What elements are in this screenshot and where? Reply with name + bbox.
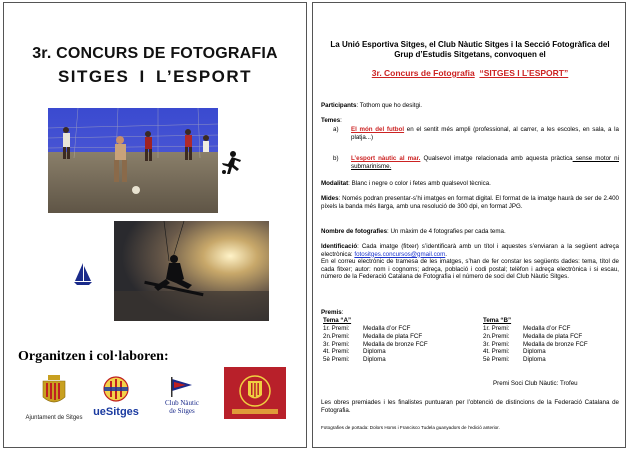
nombre-label: Nombre de fotografies <box>321 228 388 235</box>
tema-b <box>333 155 619 170</box>
prize-rank: 5è Premi: <box>483 356 510 364</box>
premis-label: Premis <box>321 309 342 316</box>
nombre-line <box>321 228 619 236</box>
nombre-text: : Un màxim de 4 fotografies per cada tema. <box>387 228 506 235</box>
prize-rank: 2n.Premi: <box>323 332 350 340</box>
participants-label: Participants <box>321 102 357 109</box>
prize-value: Medalla d’or FCF <box>523 325 571 332</box>
ajuntament-logo-text: Ajuntament de Sitges <box>25 415 83 421</box>
contest-title-quoted: “SITGES I L’ESPORT” <box>479 68 569 78</box>
prize-row <box>323 348 473 356</box>
tema-a-header: Tema “A” <box>323 317 352 324</box>
prize-rank: 1r. Premi: <box>483 325 510 332</box>
identificacio-label: Identificació <box>321 243 358 250</box>
prize-value: Medalla de plata FCF <box>363 332 423 340</box>
prize-value: Diploma <box>363 348 386 356</box>
contest-title-line1: 3r. CONCURS DE FOTOGRAFIA <box>32 45 278 62</box>
prize-value: Medalla de bronze FCF <box>523 340 588 348</box>
football-player-icon <box>218 150 244 176</box>
left-page <box>3 2 307 448</box>
mides-paragraph <box>321 195 619 210</box>
premi-soci: Premi Soci Club Nàutic: Trofeu <box>493 380 578 387</box>
prize-rank: 1r. Premi: <box>323 325 350 332</box>
tema-a-title: El món del futbol <box>351 126 405 133</box>
sailboat-icon <box>72 261 94 287</box>
club-nautic-logo-line1: Club Nàutic <box>164 399 200 407</box>
identificacio-text3: En el correu electrònic de tramesa de les imatges, s’han de fer constar les següents dades: tema, títol de cada fitxer; autor: nom i cognoms; adreça, població i codi postal; telèfon i adreça electrònica i si escau, número de la Federació Catalana de Fotografia i el número de soci del Club Nàutic Sitges. <box>321 258 619 281</box>
footer-note: Fotografies de portada: Dolors Homs i Francisco Tudela guanyadors de l’edició anterior. <box>321 425 500 430</box>
prize-row <box>323 356 473 364</box>
contest-title-line2: SITGES I L’ESPORT <box>57 67 253 86</box>
mides-label: Mides <box>321 195 339 202</box>
intro-text: La Unió Esportiva Sitges, el Club Nàutic Sitges i la Secció Fotogràfica del Grup d’Estudis Sitgetans, convoquen el <box>330 40 610 59</box>
tema-a-marker: a) <box>333 126 339 133</box>
modalitat-line <box>321 180 619 188</box>
uesitges-logo-text-pre: ue <box>93 406 106 418</box>
participants-text: : Tothom que ho desitgi. <box>356 102 423 109</box>
prizes-tema-b <box>483 317 623 364</box>
prize-value: Diploma <box>523 356 546 364</box>
tema-b-title: L’esport nàutic al mar. <box>351 155 421 162</box>
temes-label-line: Temes: <box>321 117 342 124</box>
prize-row <box>323 333 473 341</box>
prize-row <box>483 325 623 333</box>
right-page <box>312 2 626 448</box>
identificacio-text2: . <box>445 250 447 258</box>
participants-line <box>321 102 619 110</box>
prize-rank: 4t. Premi: <box>323 348 350 356</box>
kitesurf-photo <box>114 221 269 321</box>
prize-row <box>483 356 623 364</box>
prize-value: Medalla de plata FCF <box>523 332 583 340</box>
prize-rank: 3r. Premi: <box>483 340 510 348</box>
uesitges-logo-text <box>90 406 142 418</box>
prize-value: Medalla d’or FCF <box>363 325 411 332</box>
prize-row <box>483 333 623 341</box>
prize-row <box>323 341 473 349</box>
email-link[interactable]: fotositges.concursos@gmail.com <box>354 250 446 258</box>
prize-row <box>483 348 623 356</box>
prize-rank: 5è Premi: <box>323 356 350 364</box>
tema-a-text: en el sentit més ampli (professional, al carrer, a les escoles, en sala, a la platja...) <box>351 126 619 141</box>
tema-b-header: Tema “B” <box>483 317 512 324</box>
tema-b-marker: b) <box>333 155 339 162</box>
uesitges-logo <box>90 375 142 423</box>
modalitat-text: : Blanc i negre o color i fetes amb qualsevol tècnica. <box>348 180 491 187</box>
modalitat-label: Modalitat <box>321 180 349 187</box>
ajuntament-sitges-logo <box>24 373 84 425</box>
prize-rank: 4t. Premi: <box>483 348 510 356</box>
tema-a <box>333 126 619 141</box>
prize-row <box>483 341 623 349</box>
club-nautic-sitges-logo <box>150 375 214 425</box>
prizes-tema-a <box>323 317 473 364</box>
tema-b-underlined: sense motor ni submarinisme. <box>351 155 619 170</box>
prize-value: Diploma <box>523 348 546 356</box>
prize-value: Diploma <box>363 356 386 364</box>
tema-b-text: Qualsevol imatge relacionada amb aquesta pràctica <box>420 155 573 162</box>
finalistes-paragraph: Les obres premiades i les finalistes puntuaran per l’obtenció de distincions de la Federació Catalana de Fotografia. <box>321 399 619 414</box>
club-nautic-logo-line2: de Sitges <box>169 407 195 415</box>
contest-title <box>321 70 619 78</box>
identificacio-text: : Cada imatge (fitxer) s’identificarà amb un títol i aquestes s’enviaran a la següent adreça electrònica: <box>321 243 619 258</box>
uesitges-logo-text-post: Sitges <box>105 406 139 418</box>
prize-rank: 3r. Premi: <box>323 340 350 348</box>
prize-row <box>323 325 473 333</box>
contest-title-prefix: 3r. Concurs de Fotografia <box>371 68 475 78</box>
identificacio-paragraph <box>321 243 619 281</box>
premis-label-line: Premis: <box>321 309 344 316</box>
temes-label: Temes <box>321 117 341 124</box>
grup-estudis-sitgetans-logo <box>224 367 286 419</box>
prize-value: Medalla de bronze FCF <box>363 340 428 348</box>
prize-rank: 2n.Premi: <box>483 332 510 340</box>
organizers-heading: Organitzen i col·laboren: <box>18 349 169 364</box>
mides-text: : Només podran presentar-s’hi imatges en format digital. El format de la imatge haurà de ser de 2.400 píxels la banda més llarga, amb una resolució de 300 dpi, en format JPG. <box>321 195 619 210</box>
football-photo <box>48 108 218 213</box>
